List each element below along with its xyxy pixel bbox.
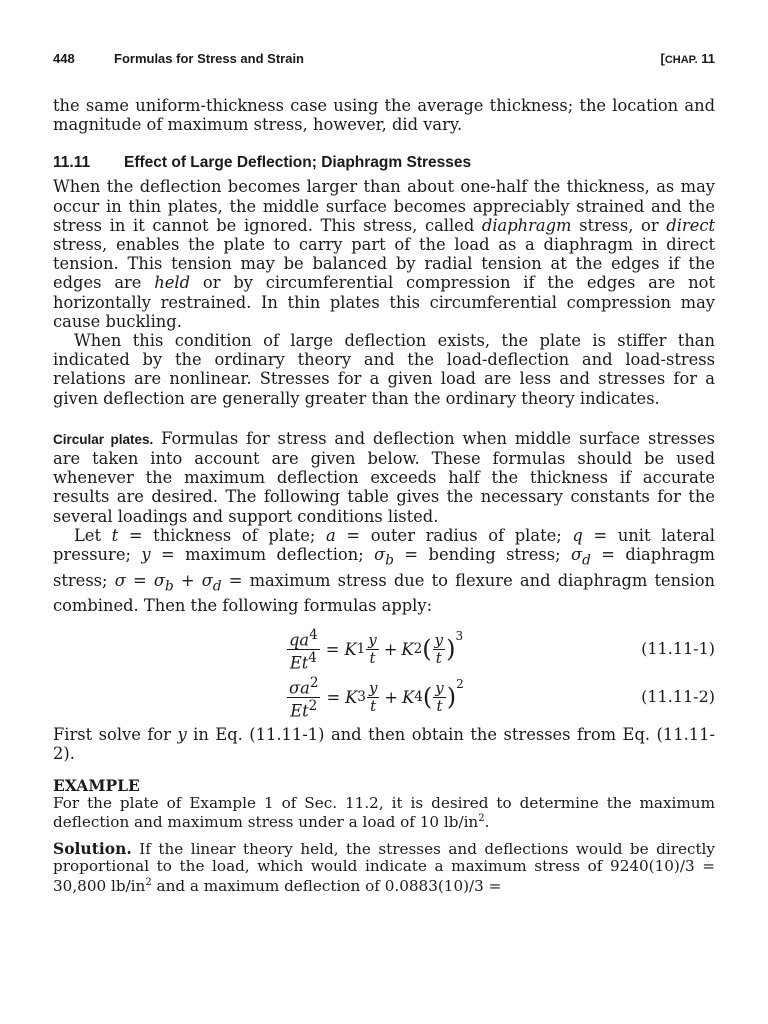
equation-11-11-1 — [53, 625, 715, 673]
eq1-k1: K — [344, 639, 357, 659]
example-text-end: . — [484, 813, 490, 832]
definitions-paragraph — [53, 526, 715, 615]
solve-text: First solve for — [53, 725, 178, 745]
example-text — [53, 795, 715, 832]
eq1-den-exp: 4 — [308, 649, 317, 666]
section-number: 11.11 — [53, 154, 91, 172]
eq2-close-paren: ) — [446, 683, 457, 712]
body-paragraph-1 — [53, 177, 715, 331]
para1-text-g: or by circumferential compression if the edges are not horizontally restrained. In thin plates this circumferential compression may cause buckling. — [53, 273, 715, 331]
eq2-den-exp: 2 — [308, 697, 318, 714]
eq2-t2: t — [436, 696, 443, 715]
def-text: = maximum deflection; — [150, 545, 375, 565]
page — [53, 48, 715, 895]
running-header — [53, 48, 715, 70]
def-var-a: a — [326, 525, 336, 545]
eq2-k3-sub: 3 — [357, 689, 366, 706]
def-sub-b: b — [385, 552, 394, 569]
example-heading: EXAMPLE — [53, 775, 140, 795]
def-var-sigma-b2: σ — [153, 570, 165, 590]
equation-body — [286, 625, 463, 673]
eq1-open-paren: ( — [422, 635, 432, 664]
def-var-y: y — [141, 545, 151, 565]
circular-plates-runin: Circular plates. — [53, 431, 154, 447]
solution-text-a: If the linear theory held, the stresses and deflections would be directly proportional to the load, which would indicate a maximum stress of 9240(10)/3 = 30,800 lb/in — [53, 840, 715, 895]
section-title: Effect of Large Deflection; Diaphragm Stresses — [124, 154, 472, 172]
def-text: = diaphragm stress; — [53, 545, 716, 590]
eq2-num: σa — [289, 678, 310, 698]
para1-text-a: When the deflection becomes larger than about one-half the thickness, as may occur in thin plates, the middle surface becomes appreciably strained and the stress in it cannot be ignored. This stress, called — [53, 177, 715, 235]
def-var-sigma-d2: σ — [201, 570, 213, 590]
def-var-sigma: σ — [114, 570, 126, 590]
eq2-k4-sub: 4 — [414, 689, 423, 706]
solve-text: in Eq. (11.11-1) and then obtain the stresses from Eq. (11.11-2). — [53, 725, 715, 764]
def-text: + — [173, 570, 202, 590]
solve-paragraph — [53, 725, 715, 763]
def-sub-d2: d — [212, 577, 222, 594]
example-text-body: For the plate of Example 1 of Sec. 11.2, it is desired to determine the maximum deflection and maximum stress under a load of 10 lb/in — [53, 793, 715, 832]
eq2-y2: y — [435, 678, 444, 697]
eq1-k1-sub: 1 — [356, 641, 366, 658]
para1-italic-held: held — [154, 273, 191, 293]
def-sub-d: d — [582, 552, 591, 569]
solution-paragraph — [53, 841, 715, 894]
chapter-number: 11 — [701, 51, 715, 66]
def-text: = — [125, 570, 154, 590]
para1-italic-diaphragm: diaphragm — [481, 215, 572, 235]
section-heading — [53, 153, 715, 172]
eq1-num: qa — [289, 630, 310, 650]
def-text: = maximum stress due to flexure and diaphragm tension combined. Then the following formulas apply: — [53, 570, 716, 615]
def-text: = thickness of plate; — [118, 525, 327, 545]
para1-text-e: stress, enables the plate to carry part of the load as a diaphragm in direct tension. This tension may be balanced by radial tension at the edges if the edges are — [53, 235, 715, 293]
eq1-k2: K — [401, 639, 414, 659]
eq2-equals: = — [326, 687, 341, 707]
chapter-label — [660, 51, 715, 66]
body-paragraph-2: When this condition of large deflection exists, the plate is stiffer than indicated by the ordinary theory and the load-deflection and load-stress relations are nonlinear. Stresses for a given load are less and stresses for a given deflection are generally greater than the ordinary theory indicates. — [53, 331, 715, 408]
eq2-y-over-t — [367, 680, 379, 715]
eq1-y-over-t — [366, 632, 378, 667]
eq2-plus: + — [384, 687, 399, 707]
equation-body — [286, 673, 464, 721]
running-title: Formulas for Stress and Strain — [114, 51, 304, 66]
solution-text-b: and a maximum deflection of 0.0883(10)/3 = — [151, 876, 502, 895]
equation-11-11-2 — [53, 673, 715, 721]
example-block — [53, 795, 715, 895]
def-text: = unit lateral pressure; — [53, 525, 715, 565]
eq2-den: Et — [290, 701, 309, 721]
intro-paragraph: the same uniform-thickness case using the average thickness; the location and magnitude of maximum stress, however, did vary. — [53, 96, 715, 135]
eq2-k3: K — [345, 687, 358, 707]
def-text: Let — [74, 525, 112, 545]
eq2-open-paren: ( — [422, 683, 433, 712]
example-sup: 2 — [478, 813, 485, 825]
chapter-word: CHAP. — [664, 54, 698, 66]
eq2-y: y — [368, 678, 378, 697]
def-var-sigma-d: σ — [571, 545, 583, 565]
equation-number-1: (11.11-1) — [641, 639, 715, 659]
solution-sup: 2 — [145, 876, 152, 888]
def-var-sigma-b: σ — [374, 545, 386, 565]
eq1-num-exp: 4 — [309, 627, 318, 644]
eq1-y-over-t-2 — [433, 632, 445, 667]
para1-italic-direct: direct — [666, 215, 715, 235]
def-text: = bending stress; — [393, 545, 572, 565]
def-var-t: t — [111, 525, 119, 545]
eq2-t: t — [370, 696, 377, 715]
solution-label: Solution. — [53, 839, 132, 859]
def-text: = outer radius of plate; — [335, 525, 573, 545]
chapter-bracket: [ — [660, 51, 665, 66]
circular-plates-text: Formulas for stress and deflection when middle surface stresses are taken into account are given below. These formulas should be used whenever the maximum deflection exceeds half the thickness if accurate results are desired. The following table gives the necessary constants for the several loadings and support conditions listed. — [53, 428, 715, 526]
circular-plates-paragraph — [53, 429, 715, 526]
eq1-k2-sub: 2 — [413, 641, 423, 658]
eq1-plus: + — [383, 639, 398, 659]
eq2-k4: K — [402, 687, 415, 707]
eq1-t: t — [369, 648, 376, 667]
eq2-num-exp: 2 — [309, 675, 319, 692]
eq1-t2: t — [435, 648, 442, 667]
def-sub-b2: b — [164, 577, 174, 594]
eq1-y2: y — [434, 630, 444, 649]
eq1-close-paren: ) — [446, 635, 456, 664]
solve-var-y: y — [177, 725, 187, 745]
equation-number-2: (11.11-2) — [641, 687, 715, 707]
eq1-exponent: 3 — [455, 629, 464, 644]
eq1-y: y — [368, 630, 377, 649]
eq2-y-over-t-2 — [433, 680, 445, 715]
page-number: 448 — [53, 51, 75, 66]
eq2-exponent: 2 — [456, 677, 464, 692]
eq1-den: Et — [289, 653, 309, 673]
para1-text-c: stress, or — [571, 215, 667, 235]
eq2-lhs-fraction — [287, 675, 320, 719]
def-var-q: q — [572, 525, 583, 545]
eq1-equals: = — [325, 639, 340, 659]
eq1-lhs-fraction — [287, 627, 320, 671]
